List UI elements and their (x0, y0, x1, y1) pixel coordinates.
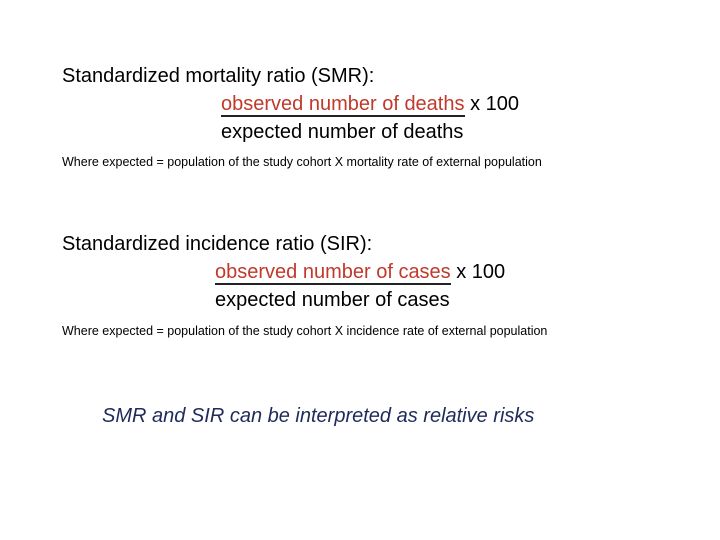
smr-formula-top-line (221, 92, 519, 116)
smr-note: Where expected = population of the study cohort X mortality rate of external population (62, 155, 542, 169)
sir-note: Where expected = population of the study cohort X incidence rate of external population (62, 324, 548, 338)
conclusion-text: SMR and SIR can be interpreted as relative risks (102, 405, 535, 427)
sir-numerator: observed number of cases (215, 261, 451, 283)
sir-heading: Standardized incidence ratio (SIR): (62, 233, 373, 255)
sir-multiplier: x 100 (456, 261, 506, 283)
smr-denominator: expected number of deaths (221, 121, 464, 143)
smr-multiplier: x 100 (470, 93, 519, 115)
smr-heading: Standardized mortality ratio (SMR): (62, 65, 375, 87)
sir-denominator: expected number of cases (215, 289, 450, 311)
sir-formula-top-line (215, 260, 505, 284)
smr-numerator: observed number of deaths (221, 93, 465, 115)
